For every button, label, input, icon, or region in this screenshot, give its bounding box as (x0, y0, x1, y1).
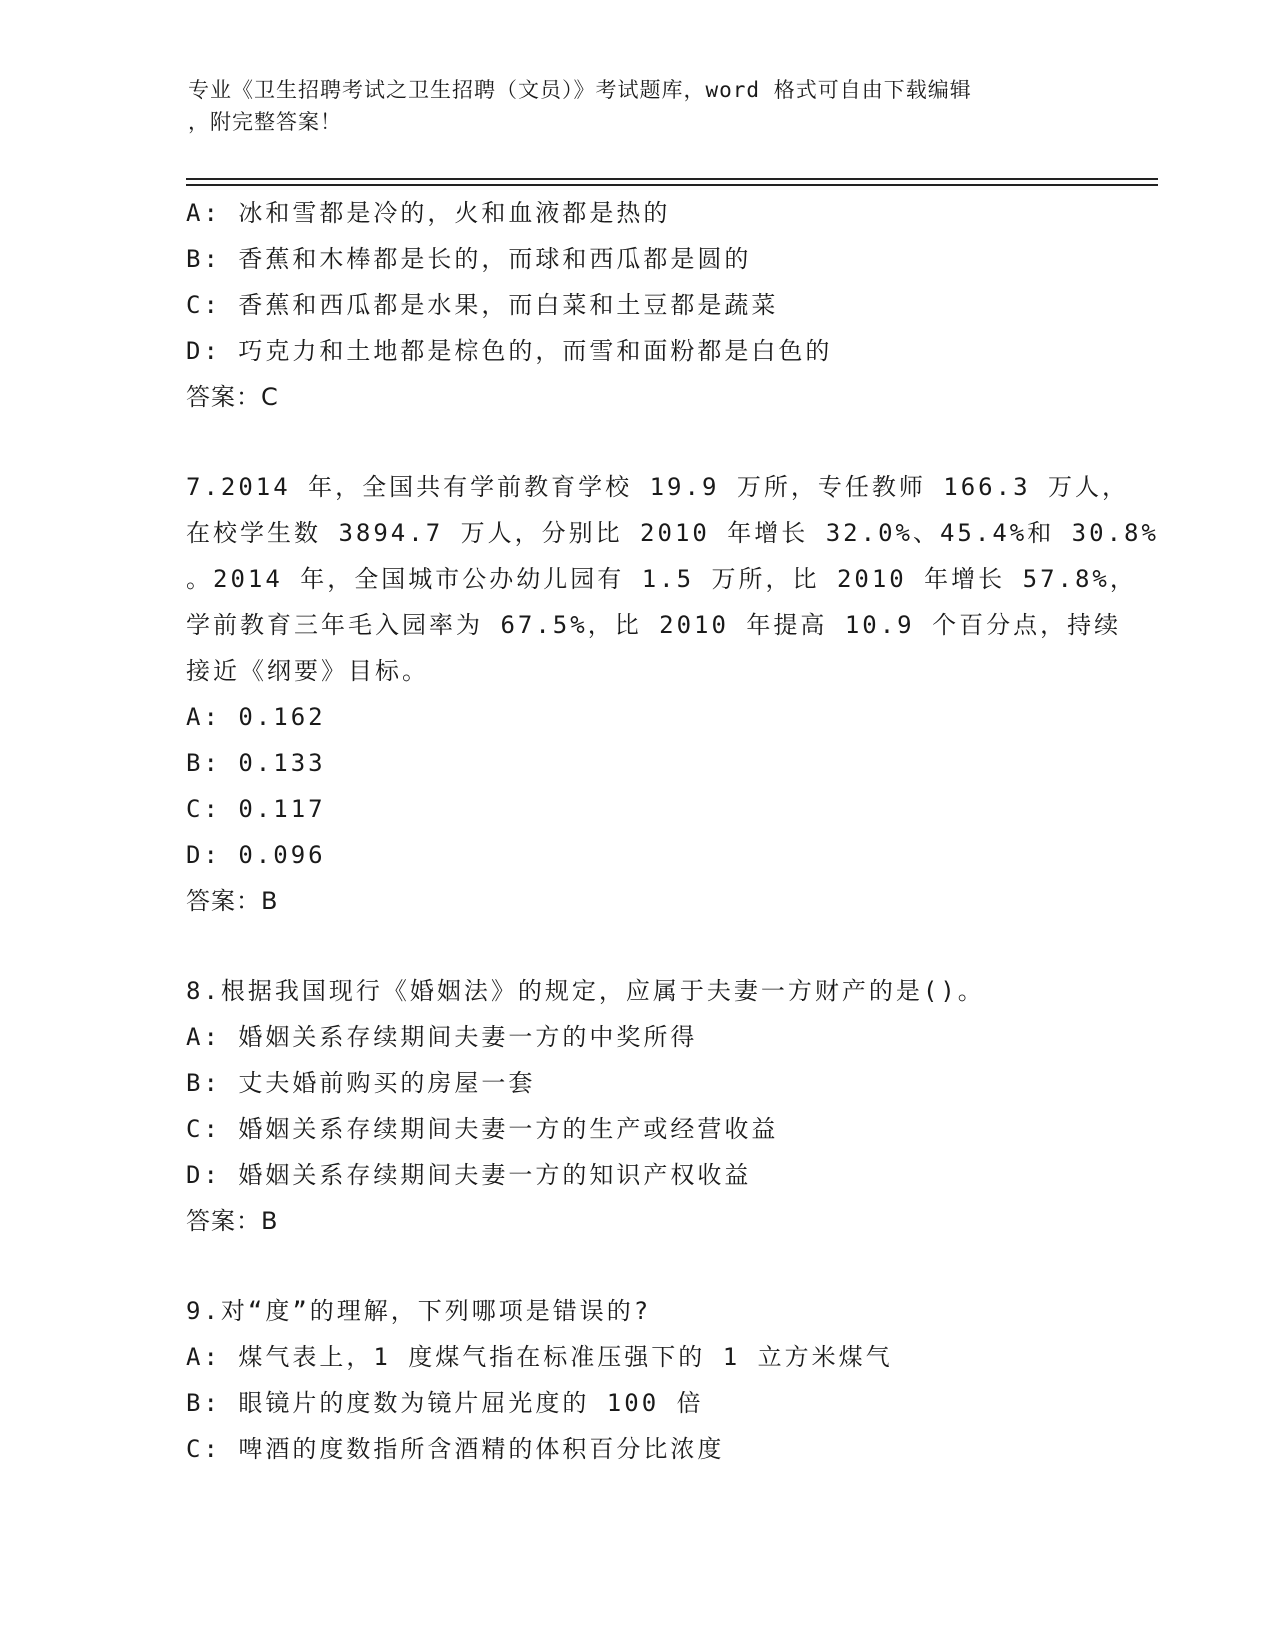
option-b: B: 香蕉和木棒都是长的，而球和西瓜都是圆的 (186, 245, 752, 273)
option-a: A: 煤气表上，1 度煤气指在标准压强下的 1 立方米煤气 (186, 1343, 893, 1371)
question-text-line: 接近《纲要》目标。 (186, 657, 429, 685)
question-text-line: 7.2014 年，全国共有学前教育学校 19.9 万所，专任教师 166.3 万人， (186, 473, 1129, 501)
answer: 答案：B (186, 1207, 279, 1235)
question-9 (186, 1288, 1086, 1472)
question-spacer (186, 420, 1086, 464)
option-d: D: 0.096 (186, 841, 326, 869)
question-text-line: 在校学生数 3894.7 万人，分别比 2010 年增长 32.0%、45.4%和 30.8% (186, 519, 1159, 547)
answer: 答案：B (186, 887, 279, 915)
question-text: 9.对“度”的理解，下列哪项是错误的? (186, 1297, 652, 1325)
option-c: C: 婚姻关系存续期间夫妻一方的生产或经营收益 (186, 1115, 779, 1143)
option-b: B: 丈夫婚前购买的房屋一套 (186, 1069, 536, 1097)
question-7 (186, 464, 1159, 924)
document-header (188, 74, 1088, 138)
header-divider-bottom (186, 184, 1158, 186)
option-c: C: 啤酒的度数指所含酒精的体积百分比浓度 (186, 1435, 725, 1463)
question-8 (186, 968, 1086, 1244)
header-subtitle: ，附完整答案！ (188, 110, 342, 134)
option-d: D: 巧克力和土地都是棕色的，而雪和面粉都是白色的 (186, 337, 833, 365)
option-b: B: 眼镜片的度数为镜片屈光度的 100 倍 (186, 1389, 704, 1417)
question-text-line: 。2014 年，全国城市公办幼儿园有 1.5 万所，比 2010 年增长 57.8%， (186, 565, 1137, 593)
question-text-line: 学前教育三年毛入园率为 67.5%，比 2010 年提高 10.9 个百分点，持续 (186, 611, 1122, 639)
option-b: B: 0.133 (186, 749, 326, 777)
option-d: D: 婚姻关系存续期间夫妻一方的知识产权收益 (186, 1161, 752, 1189)
answer: 答案：C (186, 383, 279, 411)
option-c: C: 香蕉和西瓜都是水果，而白菜和土豆都是蔬菜 (186, 291, 779, 319)
option-a: A: 婚姻关系存续期间夫妻一方的中奖所得 (186, 1023, 698, 1051)
option-a: A: 冰和雪都是冷的，火和血液都是热的 (186, 199, 671, 227)
question-list (186, 190, 1159, 1472)
question-6 (186, 190, 1086, 420)
question-spacer (186, 924, 1086, 968)
question-text: 8.根据我国现行《婚姻法》的规定，应属于夫妻一方财产的是()。 (186, 977, 985, 1005)
question-spacer (186, 1244, 1086, 1288)
option-a: A: 0.162 (186, 703, 326, 731)
header-divider-top (186, 178, 1158, 180)
option-c: C: 0.117 (186, 795, 326, 823)
header-title: 专业《卫生招聘考试之卫生招聘（文员）》考试题库，word 格式可自由下载编辑 (188, 78, 972, 102)
